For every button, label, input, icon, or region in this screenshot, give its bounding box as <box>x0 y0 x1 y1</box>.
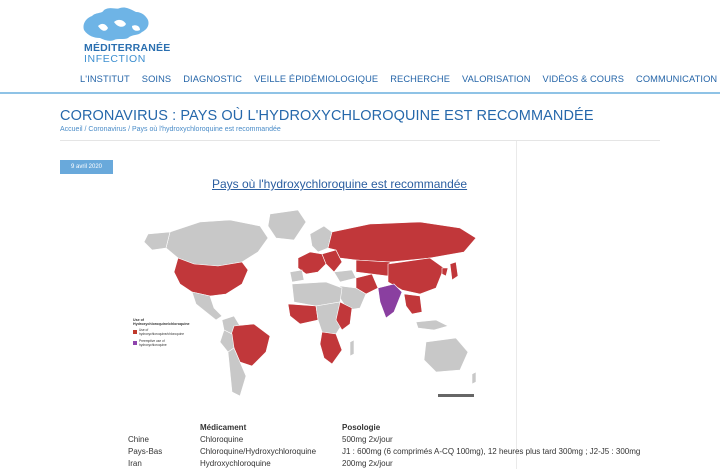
world-map <box>130 202 482 406</box>
map-region-turkey <box>334 270 356 282</box>
legend-swatch-purple <box>133 341 137 345</box>
nav-item-diagnostic[interactable]: DIAGNOSTIC <box>183 74 243 84</box>
table-cell-drug: Chloroquine/Hydroxychloroquine <box>200 447 317 456</box>
table-cell-country: Pays-Bas <box>128 447 163 456</box>
table-cell-country: Chine <box>128 435 149 444</box>
map-region-kazakhstan <box>356 260 390 276</box>
table-cell-drug: Hydroxychloroquine <box>200 459 271 468</box>
table-header-drug: Médicament <box>200 423 247 432</box>
site-logo[interactable] <box>80 4 171 74</box>
map-legend <box>133 318 189 348</box>
legend-title: Use of Hydroxychloroquine/chloroquine <box>133 318 190 327</box>
nav-item-communication[interactable]: COMMUNICATION <box>636 74 718 84</box>
nav-divider <box>0 92 720 94</box>
nav-item-soins[interactable]: SOINS <box>141 74 172 84</box>
map-region-new-zealand <box>472 372 476 384</box>
table-cell-dosage: 500mg 2x/jour <box>342 435 393 444</box>
legend-label: Use of hydroxychloroquine/chloroquine <box>139 328 185 337</box>
nav-item-recherche[interactable]: RECHERCHE <box>390 74 451 84</box>
map-region-japan <box>450 262 458 280</box>
table-cell-drug: Chloroquine <box>200 435 244 444</box>
legend-label: Preemptive use of hydroxychloroquine <box>139 339 167 347</box>
table-cell-country: Iran <box>128 459 142 468</box>
logo-line2: INFECTION <box>84 53 146 65</box>
map-source-credit <box>438 394 474 397</box>
table-cell-dosage: 200mg 2x/jour <box>342 459 393 468</box>
map-region-indonesia <box>416 320 448 330</box>
map-region-madagascar <box>350 340 354 356</box>
map-region-greenland <box>268 210 306 240</box>
breadcrumb[interactable]: Accueil / Coronavirus / Pays où l'hydroxychloroquine est recommandée <box>60 126 281 133</box>
map-region-korea <box>442 268 448 276</box>
nav-item-veille[interactable]: VEILLE ÉPIDÉMIOLOGIQUE <box>254 74 379 84</box>
map-region-mexico <box>192 292 222 320</box>
nav-item-valorisation[interactable]: VALORISATION <box>462 74 531 84</box>
legend-item-preemptive <box>133 340 189 348</box>
table-cell-dosage: J1 : 600mg (6 comprimés A-CQ 100mg), 12 heures plus tard 300mg ; J2-J5 : 300mg <box>342 447 641 456</box>
main-nav <box>80 74 717 84</box>
article-heading[interactable]: Pays où l'hydroxychloroquine est recommandée <box>212 177 468 191</box>
table-header-dosage: Posologie <box>342 423 381 432</box>
logo-line1: MÉDITERRANÉE <box>84 42 171 54</box>
map-region-australia <box>424 338 468 372</box>
legend-item-recommended <box>133 329 189 337</box>
map-region-north-africa <box>292 282 342 306</box>
mediterranean-map-logo-icon <box>80 4 152 46</box>
map-region-russia <box>328 222 476 262</box>
legend-swatch-red <box>133 330 137 334</box>
nav-item-videos[interactable]: VIDÉOS & COURS <box>542 74 625 84</box>
map-region-southeast-asia <box>404 294 422 314</box>
content-divider <box>60 140 660 141</box>
page-title: CORONAVIRUS : PAYS OÙ L'HYDROXYCHLOROQUINE EST RECOMMANDÉE <box>60 108 594 124</box>
map-region-alaska <box>144 232 170 250</box>
date-badge: 9 avril 2020 <box>60 160 113 174</box>
sidebar-divider <box>516 141 517 469</box>
map-region-southern-africa <box>320 332 342 364</box>
map-region-india <box>378 284 402 318</box>
nav-item-institut[interactable]: L'INSTITUT <box>80 74 130 84</box>
map-region-iberia <box>290 270 304 282</box>
map-region-west-africa <box>288 304 318 324</box>
